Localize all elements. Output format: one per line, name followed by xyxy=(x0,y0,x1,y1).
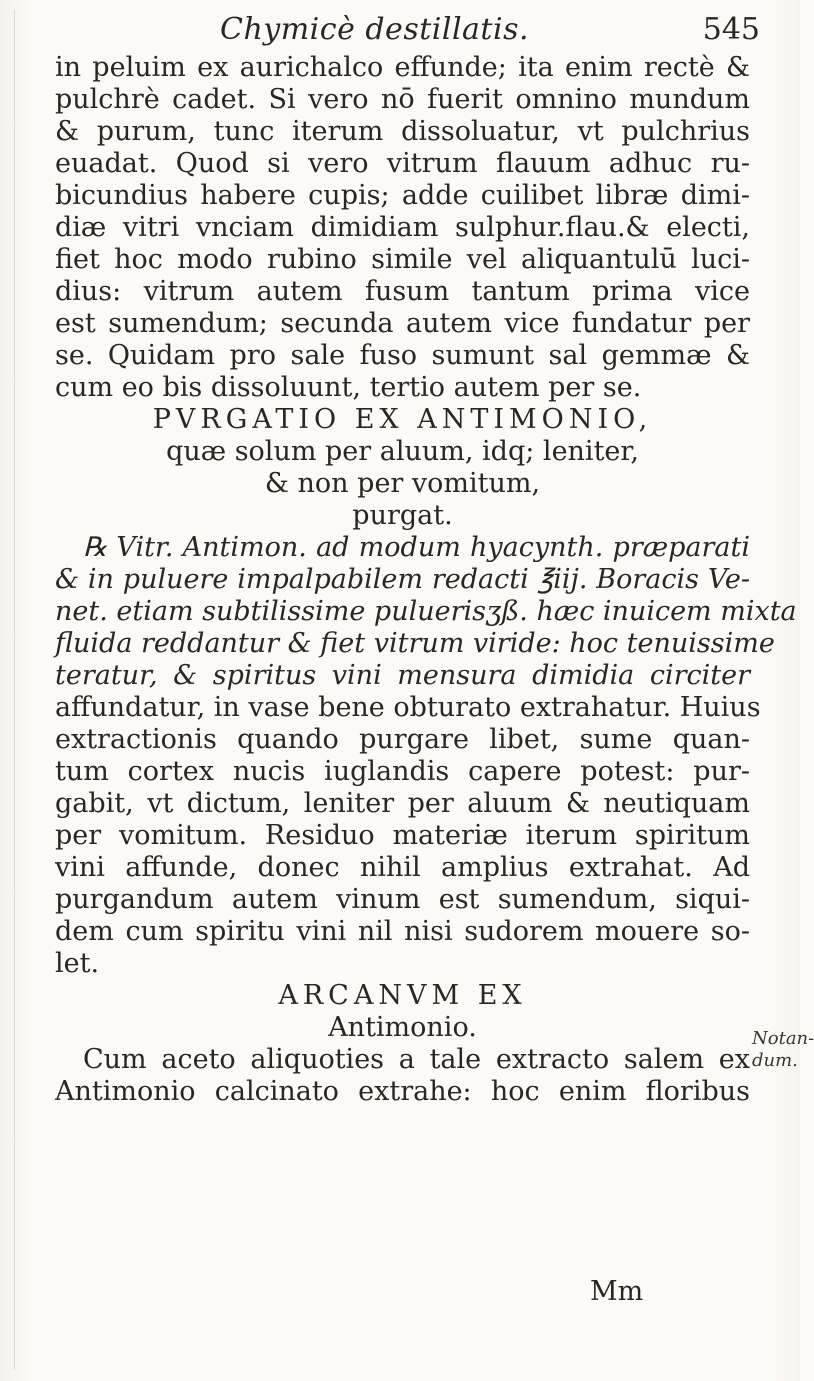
running-head: Chymicè destillatis. xyxy=(220,12,530,47)
section-heading-purgatio: PVRGATIO EX ANTIMONIO, xyxy=(152,404,653,435)
text-line: & purum, tunc iterum dissoluatur, vt pulchrius xyxy=(55,116,750,147)
marginal-note xyxy=(752,1028,814,1072)
section-subtitle-line: purgat. xyxy=(352,500,453,531)
text-line: est sumendum; secunda autem vice fundatur per xyxy=(55,308,750,339)
section-heading-arcanum: ARCANVM EX xyxy=(278,980,527,1011)
text-line: diæ vitri vnciam dimidiam sulphur.flau.& electi, xyxy=(55,212,750,243)
text-line: se. Quidam pro sale fuso sumunt sal gemmæ & xyxy=(55,340,750,371)
text-line: bicundius habere cupis; adde cuilibet libræ dimi- xyxy=(55,180,750,211)
text-line: vini affunde, donec nihil amplius extrahat. Ad xyxy=(55,852,750,883)
section-subtitle-line: quæ solum per aluum, idq; leniter, xyxy=(166,436,639,467)
text-line: fiet hoc modo rubino simile vel aliquantulū luci- xyxy=(55,244,750,275)
marginal-note-line: dum. xyxy=(752,1050,798,1071)
text-line: affundatur, in vase bene obturato extrahatur. Huius xyxy=(55,692,761,723)
recipe-line: fluida reddantur & fiet vitrum viride: hoc tenuissime xyxy=(55,628,775,659)
recipe-line: net. etiam subtilissime puluerisʒß. hæc inuicem mixta xyxy=(55,596,797,627)
recipe-line: teratur, & spiritus vini mensura dimidia circiter xyxy=(55,660,750,691)
recipe-line: & in puluere impalpabilem redacti ℥iij. Boracis Ve- xyxy=(55,564,750,595)
section-subheading: Antimonio. xyxy=(328,1012,477,1043)
text-line: gabit, vt dictum, leniter per aluum & neutiquam xyxy=(55,788,750,819)
text-line: dem cum spiritu vini nil nisi sudorem mouere so- xyxy=(55,916,750,947)
text-line: in peluim ex aurichalco effunde; ita enim rectè & xyxy=(55,52,750,83)
section-subtitle-line: & non per vomitum, xyxy=(264,468,541,499)
catchword: Mm xyxy=(590,1276,644,1307)
text-line: pulchrè cadet. Si vero nō fuerit omnino mundum xyxy=(55,84,750,115)
text-line: dius: vitrum autem fusum tantum prima vice xyxy=(55,276,750,307)
text-line: extractionis quando purgare libet, sume quan- xyxy=(55,724,750,755)
marginal-note-line: Notan- xyxy=(752,1028,814,1049)
text-line: purgandum autem vinum est sumendum, siqui- xyxy=(55,884,750,915)
page-edge-line xyxy=(14,10,15,1370)
text-line: Cum aceto aliquoties a tale extracto salem ex xyxy=(83,1044,750,1075)
text-line: cum eo bis dissoluunt, tertio autem per se. xyxy=(55,372,642,403)
text-line: tum cortex nucis iuglandis capere potest: pur- xyxy=(55,756,750,787)
text-line: Antimonio calcinato extrahe: hoc enim floribus xyxy=(55,1076,750,1107)
recipe-line: ℞ Vitr. Antimon. ad modum hyacynth. præparati xyxy=(83,532,750,563)
text-line: per vomitum. Residuo materiæ iterum spiritum xyxy=(55,820,750,851)
text-line: let. xyxy=(55,948,100,979)
page-number: 545 xyxy=(702,12,760,47)
text-line: euadat. Quod si vero vitrum flauum adhuc ru- xyxy=(55,148,750,179)
page-header xyxy=(40,6,760,52)
